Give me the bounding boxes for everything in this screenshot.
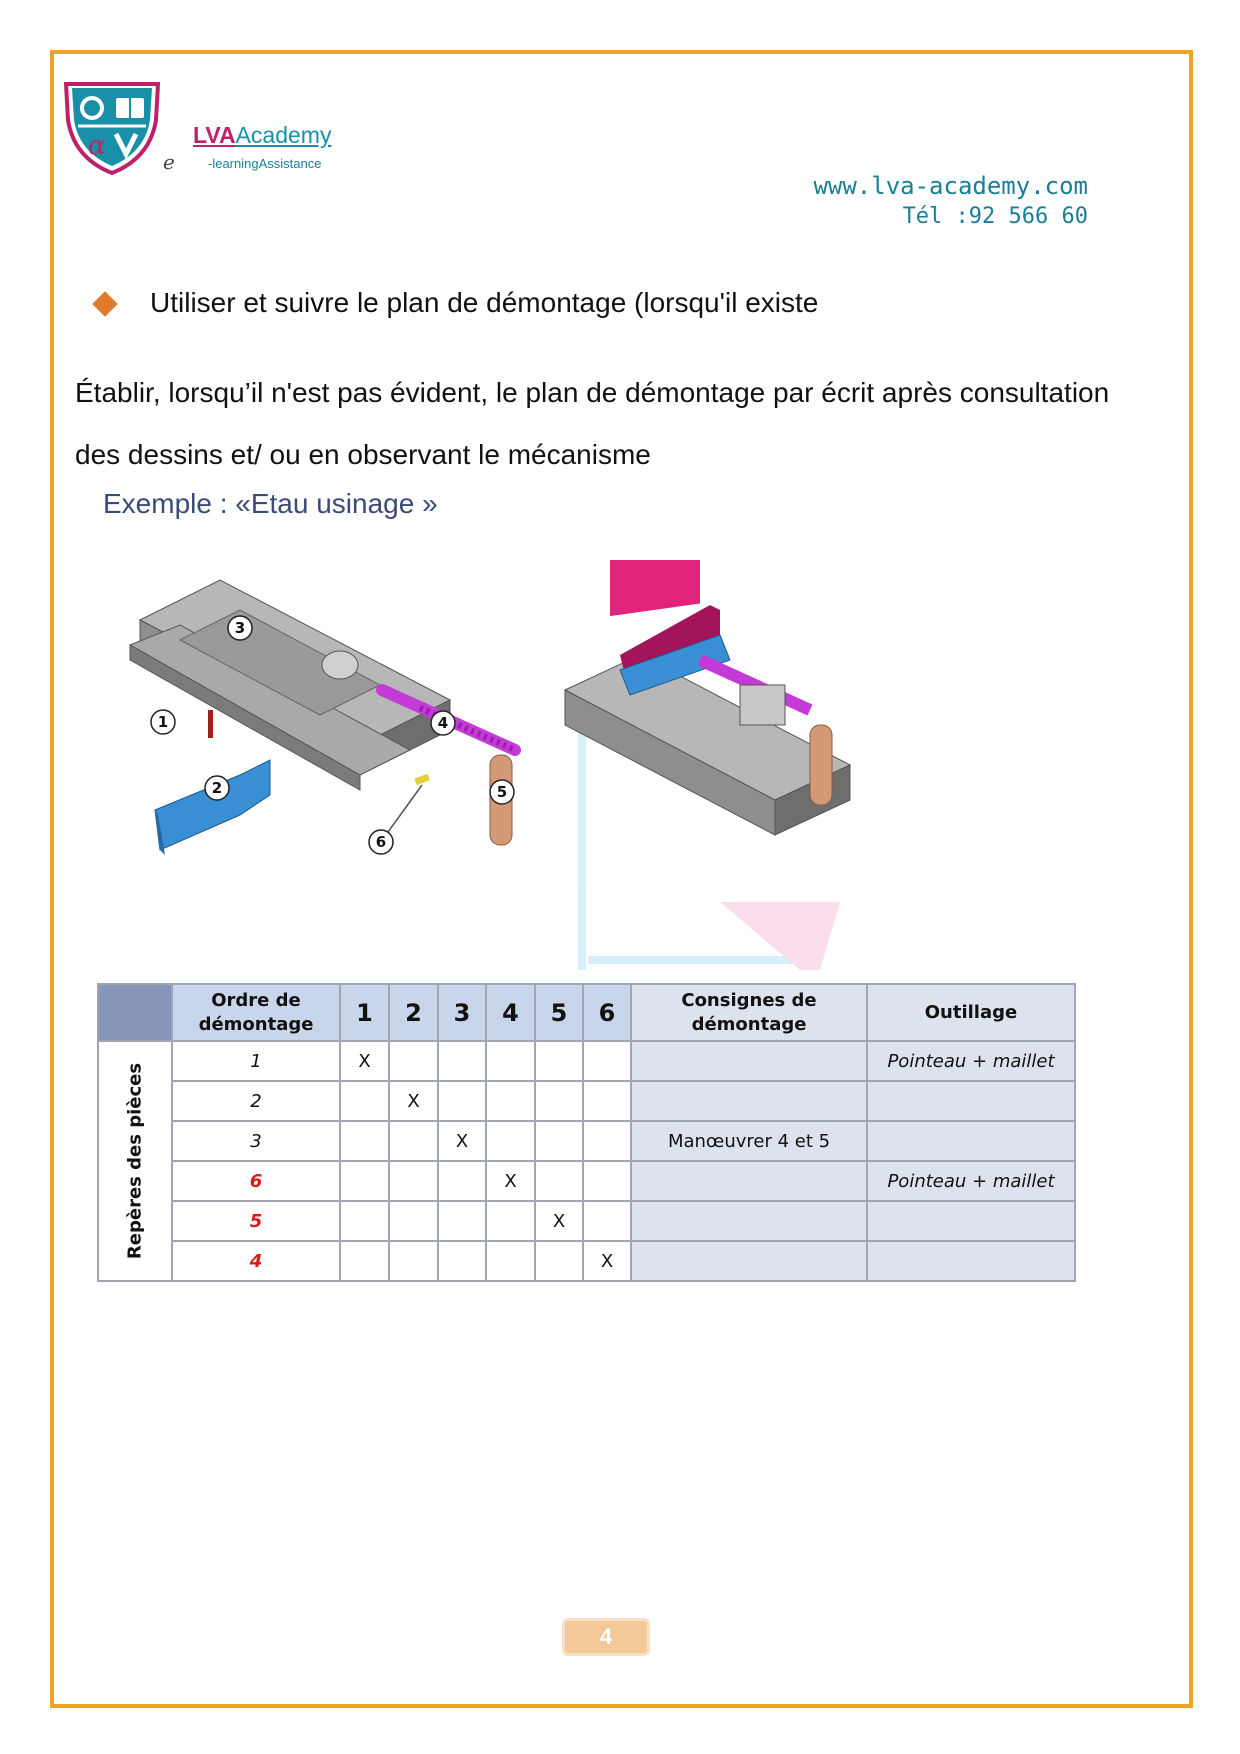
brand-academy: Academy: [235, 122, 332, 148]
mark-cell: X: [438, 1121, 486, 1161]
table-row: [98, 1041, 1075, 1081]
piece-cell: 6: [172, 1161, 340, 1201]
mark-cell: X: [486, 1161, 535, 1201]
consigne-cell: [631, 1041, 867, 1081]
reperes-label: Repères des pièces: [124, 1062, 146, 1260]
example-title: Exemple : «Etau usinage »: [103, 488, 438, 519]
piece-cell: 3: [172, 1121, 340, 1161]
brand-subtitle: -learningAssistance: [208, 156, 322, 171]
outillage-cell: [867, 1081, 1075, 1121]
header-step-5: 5: [535, 984, 583, 1041]
callout-6: 6: [375, 833, 387, 851]
consigne-cell: [631, 1081, 867, 1121]
outillage-cell: [867, 1121, 1075, 1161]
consigne-cell: Manœuvrer 4 et 5: [631, 1121, 867, 1161]
part-6-pin: [414, 774, 430, 785]
website-link[interactable]: www.lva-academy.com: [813, 172, 1088, 200]
brand-lva: LVA: [193, 122, 236, 148]
brand-name: [193, 122, 331, 149]
piece-cell: 2: [172, 1081, 340, 1121]
header-outillage: Outillage: [867, 984, 1075, 1041]
callout-4: 4: [437, 714, 449, 732]
phone-number: Tél :92 566 60: [902, 204, 1088, 229]
header-consignes: Consignes de démontage: [631, 984, 867, 1041]
page-number-badge: 4: [562, 1618, 650, 1656]
table-row: [98, 1121, 1075, 1161]
consigne-cell: [631, 1161, 867, 1201]
table-corner: [98, 984, 172, 1041]
header-step-3: 3: [438, 984, 486, 1041]
piece-cell: 1: [172, 1041, 340, 1081]
table-row: [98, 1201, 1075, 1241]
mark-cell: X: [340, 1041, 389, 1081]
table-row: [98, 1161, 1075, 1201]
part-1-pin: [208, 710, 213, 738]
callout-3: 3: [234, 619, 246, 637]
bullet-text: Utiliser et suivre le plan de démontage (lorsqu'il existe: [150, 287, 819, 318]
header-step-6: 6: [583, 984, 631, 1041]
header-ordre: Ordre de démontage: [172, 984, 340, 1041]
bullet-item: [90, 287, 818, 319]
header-step-2: 2: [389, 984, 438, 1041]
callout-2: 2: [211, 779, 223, 797]
part-2-jaw: [155, 760, 270, 855]
table-row: [98, 1081, 1075, 1121]
diamond-bullet-icon: [92, 291, 117, 316]
brand-e: e: [163, 150, 175, 174]
mark-cell: X: [535, 1201, 583, 1241]
outillage-cell: Pointeau + maillet: [867, 1041, 1075, 1081]
disassembly-table: [97, 983, 1076, 1282]
contact-block: [813, 172, 1088, 229]
mark-cell: X: [389, 1081, 438, 1121]
assembled-vise: [565, 560, 850, 835]
outillage-cell: [867, 1201, 1075, 1241]
part-3-base: [130, 580, 450, 790]
piece-cell: 5: [172, 1201, 340, 1241]
table-row: [98, 1241, 1075, 1281]
callout-1: 1: [157, 713, 169, 731]
row-group-label: [98, 1041, 172, 1281]
consigne-cell: [631, 1201, 867, 1241]
consigne-cell: [631, 1241, 867, 1281]
svg-text:α: α: [88, 131, 106, 161]
body-paragraph: Établir, lorsqu’il n'est pas évident, le plan de démontage par écrit après consultation des dessins et/ ou en observant le mécanisme: [75, 377, 1110, 470]
lva-shield-logo: [58, 80, 166, 175]
header-step-4: 4: [486, 984, 535, 1041]
outillage-cell: [867, 1241, 1075, 1281]
header-step-1: 1: [340, 984, 389, 1041]
mark-cell: X: [583, 1241, 631, 1281]
outillage-cell: Pointeau + maillet: [867, 1161, 1075, 1201]
callout-5: 5: [496, 783, 508, 801]
vise-illustration: [120, 560, 1120, 975]
piece-cell: 4: [172, 1241, 340, 1281]
